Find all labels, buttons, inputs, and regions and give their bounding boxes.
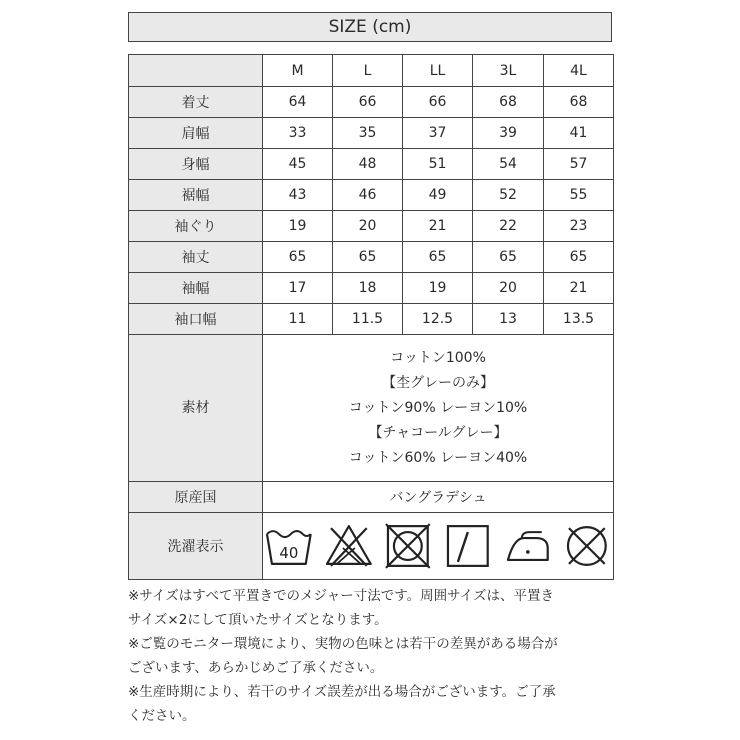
measurement-row <box>129 304 614 335</box>
care-row <box>129 513 614 580</box>
measurement-label: 裾幅 <box>129 180 263 211</box>
measurement-label: 身幅 <box>129 149 263 180</box>
measurement-value: 64 <box>263 87 333 118</box>
measurement-row <box>129 87 614 118</box>
measurement-value: 19 <box>263 211 333 242</box>
measurement-label: 肩幅 <box>129 118 263 149</box>
size-header-l: L <box>333 55 403 87</box>
size-header-m: M <box>263 55 333 87</box>
measurement-label: 着丈 <box>129 87 263 118</box>
measurement-row <box>129 273 614 304</box>
measurement-value: 45 <box>263 149 333 180</box>
measurement-label: 袖丈 <box>129 242 263 273</box>
measurement-value: 21 <box>544 273 614 304</box>
measurement-row <box>129 149 614 180</box>
measurement-value: 35 <box>333 118 403 149</box>
wash-40-icon <box>263 520 315 572</box>
measurement-value: 20 <box>333 211 403 242</box>
note-paragraph: ※生産時期により、若干のサイズ誤差が出る場合がございます。ご了承 ください。 <box>128 684 556 724</box>
measurement-value: 65 <box>263 242 333 273</box>
measurement-value: 52 <box>473 180 544 211</box>
origin-value: バングラデシュ <box>263 482 614 513</box>
measurement-value: 37 <box>403 118 473 149</box>
measurement-value: 55 <box>544 180 614 211</box>
size-header-ll: LL <box>403 55 473 87</box>
material-line: コットン100% <box>390 349 486 366</box>
measurement-row <box>129 242 614 273</box>
measurement-value: 66 <box>403 87 473 118</box>
measurement-value: 48 <box>333 149 403 180</box>
measurement-value: 23 <box>544 211 614 242</box>
measurement-value: 13.5 <box>544 304 614 335</box>
material-value <box>263 335 614 482</box>
measurement-value: 18 <box>333 273 403 304</box>
no-tumble-dry-icon <box>382 520 434 572</box>
care-symbols <box>263 513 614 580</box>
size-header-3l: 3L <box>473 55 544 87</box>
note-paragraph: ※ご覧のモニター環境により、実物の色味とは若干の差異がある場合が ございます、あらかじめご了承ください。 <box>128 636 558 676</box>
size-header-row <box>129 55 614 87</box>
measurement-value: 68 <box>473 87 544 118</box>
measurement-value: 51 <box>403 149 473 180</box>
size-chart-title: SIZE (cm) <box>128 12 612 42</box>
measurement-row <box>129 118 614 149</box>
origin-label: 原産国 <box>129 482 263 513</box>
material-row <box>129 335 614 482</box>
size-table <box>128 54 614 580</box>
measurement-value: 11.5 <box>333 304 403 335</box>
origin-row <box>129 482 614 513</box>
measurement-value: 65 <box>333 242 403 273</box>
measurement-value: 65 <box>473 242 544 273</box>
measurement-value: 39 <box>473 118 544 149</box>
header-corner-cell <box>129 55 263 87</box>
material-label: 素材 <box>129 335 263 482</box>
measurement-value: 49 <box>403 180 473 211</box>
measurement-value: 41 <box>544 118 614 149</box>
measurement-label: 袖幅 <box>129 273 263 304</box>
size-header-4l: 4L <box>544 55 614 87</box>
material-line: コットン90% レーヨン10% <box>348 399 528 416</box>
measurement-value: 11 <box>263 304 333 335</box>
measurement-value: 57 <box>544 149 614 180</box>
measurement-value: 65 <box>403 242 473 273</box>
no-bleach-icon <box>323 520 375 572</box>
measurement-value: 65 <box>544 242 614 273</box>
notes-section <box>128 584 628 728</box>
measurement-label: 袖ぐり <box>129 211 263 242</box>
measurement-value: 20 <box>473 273 544 304</box>
measurement-value: 68 <box>544 87 614 118</box>
measurement-value: 46 <box>333 180 403 211</box>
care-label: 洗濯表示 <box>129 513 263 580</box>
material-line: 【杢グレーのみ】 <box>382 374 494 391</box>
wash-temp-text: 40 <box>279 543 299 562</box>
measurement-label: 袖口幅 <box>129 304 263 335</box>
measurement-value: 19 <box>403 273 473 304</box>
measurement-value: 54 <box>473 149 544 180</box>
low-iron-icon <box>502 520 554 572</box>
material-line: 【チャコールグレー】 <box>368 424 508 441</box>
measurement-value: 21 <box>403 211 473 242</box>
material-line: コットン60% レーヨン40% <box>348 449 528 466</box>
measurement-value: 13 <box>473 304 544 335</box>
measurement-value: 43 <box>263 180 333 211</box>
measurement-row <box>129 211 614 242</box>
measurement-value: 33 <box>263 118 333 149</box>
note-paragraph: ※サイズはすべて平置きでのメジャー寸法です。周囲サイズは、平置き サイズ×2にして頂いたサイズとなります。 <box>128 588 555 628</box>
measurement-value: 12.5 <box>403 304 473 335</box>
no-dry-clean-icon <box>561 520 613 572</box>
measurement-row <box>129 180 614 211</box>
line-dry-icon <box>442 520 494 572</box>
measurement-value: 17 <box>263 273 333 304</box>
measurement-value: 66 <box>333 87 403 118</box>
measurement-value: 22 <box>473 211 544 242</box>
